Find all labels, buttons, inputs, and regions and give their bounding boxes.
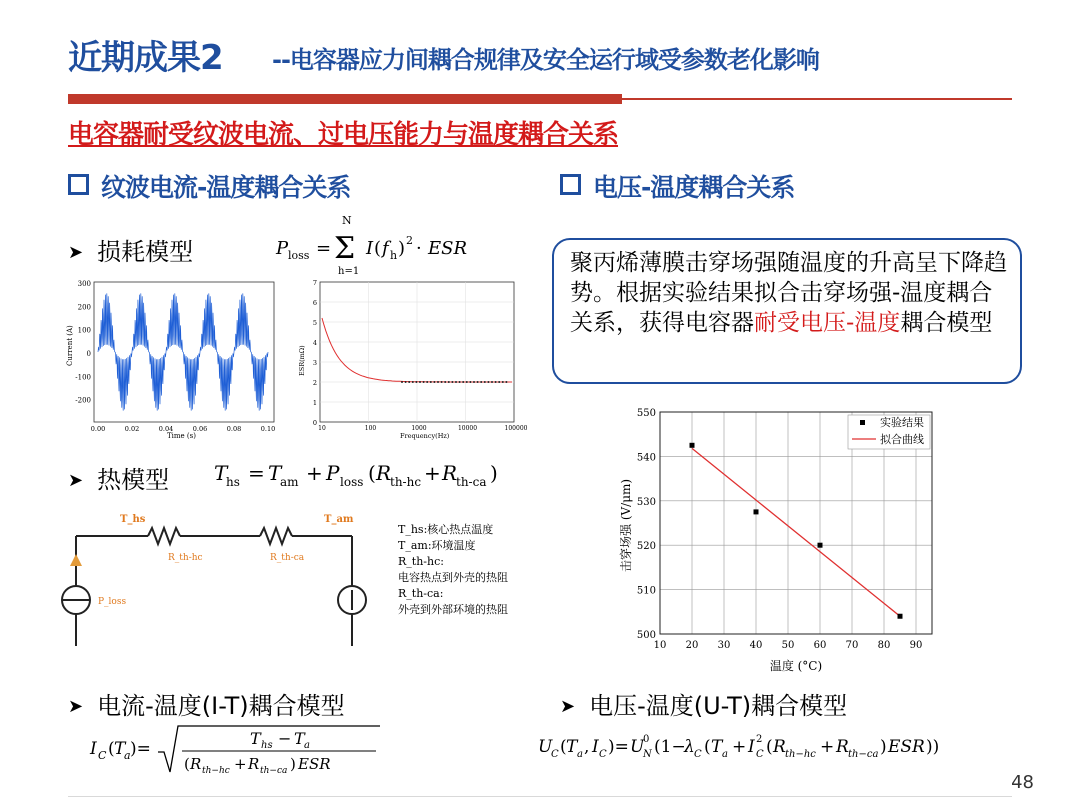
- y-tick-label: 550: [636, 408, 656, 419]
- svg-text:hs: hs: [261, 740, 273, 751]
- svg-text:R_th-ca: R_th-ca: [270, 553, 305, 563]
- esr-data-point: [498, 381, 500, 383]
- y-tick-label: 7: [312, 279, 317, 287]
- svg-text:T_hs: T_hs: [120, 514, 146, 525]
- x-tick-label: 70: [845, 640, 859, 651]
- svg-text:th-hc: th-hc: [390, 475, 422, 489]
- y-tick-label: 520: [636, 541, 656, 553]
- data-point: [754, 509, 759, 514]
- svg-text:+: +: [306, 461, 323, 485]
- esr-data-point: [430, 381, 432, 383]
- svg-text:+: +: [732, 737, 747, 757]
- right-section-title: 电压-温度耦合关系: [560, 168, 794, 204]
- data-point: [898, 614, 903, 619]
- x-tick-label: 0.08: [226, 425, 242, 433]
- svg-text:U: U: [630, 737, 645, 757]
- svg-text:(1−: (1−: [654, 737, 686, 757]
- legend-line: 电容热点到外壳的热阻: [398, 571, 508, 584]
- callout-text: 聚丙烯薄膜击穿场强随温度的升高呈下降趋势。根据实验结果拟合击穿场强-温度耦合关系，获得电容器: [570, 250, 1007, 336]
- esr-data-point: [491, 381, 493, 383]
- svg-text:C: C: [599, 749, 607, 760]
- svg-text:U: U: [538, 737, 553, 757]
- esr-data-point: [466, 381, 468, 383]
- esr-data-point: [426, 381, 428, 383]
- arrow-bullet-icon: ➤: [68, 696, 84, 717]
- formula-it: [86, 722, 386, 780]
- svg-text:0: 0: [643, 734, 650, 745]
- legend-label: 拟合曲线: [880, 433, 924, 446]
- breakdown-callout: [552, 238, 1022, 384]
- esr-data-point: [484, 381, 486, 383]
- esr-data-point: [448, 381, 450, 383]
- svg-text:P_loss: P_loss: [98, 597, 127, 607]
- esr-data-point: [441, 381, 443, 383]
- svg-text:=: =: [316, 238, 332, 259]
- left-section-title: 纹波电流-温度耦合关系: [68, 168, 350, 204]
- svg-text:th−hc: th−hc: [202, 766, 230, 776]
- formula-thermal: [210, 452, 530, 496]
- svg-text:T: T: [250, 729, 261, 748]
- page-number: 48: [1011, 772, 1034, 793]
- data-point: [690, 443, 695, 448]
- title-underline-thin: [620, 98, 1012, 100]
- x-tick-label: 100: [364, 425, 377, 432]
- svg-text:(: (: [560, 737, 567, 757]
- esr-data-point: [477, 381, 479, 383]
- x-tick-label: 10: [318, 425, 326, 432]
- svg-text:th−hc: th−hc: [785, 749, 816, 760]
- esr-data-point: [444, 381, 446, 383]
- svg-text:(: (: [704, 737, 711, 757]
- svg-text:C: C: [694, 749, 702, 760]
- svg-text:T: T: [294, 729, 305, 748]
- esr-data-point: [487, 381, 489, 383]
- esr-data-point: [502, 381, 504, 383]
- legend-line: T_am:环境温度: [398, 539, 476, 552]
- svg-text:a: a: [124, 749, 131, 762]
- x-tick-label: 10000: [457, 425, 478, 432]
- esr-data-point: [423, 381, 425, 383]
- esr-data-point: [505, 381, 507, 383]
- legend-label: 实验结果: [880, 416, 924, 429]
- esr-data-point: [405, 381, 407, 383]
- esr-data-point: [412, 381, 414, 383]
- y-tick-label: 6: [312, 299, 317, 307]
- svg-text:2: 2: [406, 234, 413, 247]
- svg-text:): ): [880, 737, 887, 757]
- x-tick-label: 100000: [504, 425, 528, 432]
- esr-data-point: [433, 381, 435, 383]
- svg-text:λ: λ: [684, 737, 695, 757]
- thermal-circuit-diagram: [52, 506, 392, 656]
- current-waveform: [98, 293, 268, 410]
- svg-text:(: (: [766, 737, 773, 757]
- svg-text:N: N: [643, 749, 652, 760]
- y-tick-label: 0: [86, 350, 91, 358]
- x-tick-label: 40: [749, 640, 763, 651]
- svg-text:,: ,: [584, 737, 590, 757]
- bullet-thermal-model: ➤ 热模型: [68, 466, 170, 494]
- svg-text:ESR(mΩ): ESR(mΩ): [298, 345, 306, 376]
- esr-data-point: [437, 381, 439, 383]
- bullet-loss-model: ➤ 损耗模型: [68, 238, 194, 266]
- y-tick-label: 200: [77, 303, 91, 312]
- esr-data-point: [455, 381, 457, 383]
- y-tick-label: 540: [636, 452, 656, 464]
- svg-text:I: I: [592, 737, 599, 757]
- y-tick-label: -200: [75, 396, 91, 405]
- x-tick-label: 80: [877, 640, 891, 651]
- svg-text:P: P: [276, 238, 289, 259]
- x-tick-label: 1000: [411, 425, 427, 432]
- page-subtitle: --电容器应力间耦合规律及安全运行域受参数老化影响: [272, 46, 819, 74]
- svg-text:C: C: [551, 749, 559, 760]
- svg-text:P: P: [326, 461, 340, 485]
- svg-text:−: −: [278, 729, 292, 748]
- svg-text:h=1: h=1: [338, 266, 360, 277]
- fit-line: [692, 448, 900, 616]
- x-tick-label: 30: [717, 640, 731, 651]
- x-tick-label: 20: [685, 640, 699, 651]
- arrow-bullet-icon: ➤: [68, 470, 84, 491]
- svg-text:R: R: [836, 737, 849, 757]
- y-tick-label: 510: [636, 585, 656, 597]
- svg-text:2: 2: [756, 734, 763, 745]
- checkbox-square-icon: [560, 174, 581, 195]
- svg-text:th−ca: th−ca: [848, 749, 879, 760]
- esr-data-point: [419, 381, 421, 383]
- svg-text:ESR: ESR: [888, 737, 925, 757]
- y-tick-label: -100: [75, 373, 91, 382]
- esr-data-point: [408, 381, 410, 383]
- svg-text:+: +: [424, 461, 441, 485]
- current-waveform-chart: [62, 276, 282, 444]
- svg-text:T: T: [566, 737, 578, 757]
- esr-data-point: [473, 381, 475, 383]
- footer-divider: [68, 796, 1012, 797]
- esr-data-point: [451, 381, 453, 383]
- x-tick-label: 0.10: [260, 425, 276, 433]
- x-tick-label: 0.04: [158, 425, 174, 433]
- y-tick-label: 2: [312, 379, 317, 387]
- svg-text:Current (A): Current (A): [66, 325, 74, 366]
- page-title: 近期成果2: [68, 38, 223, 78]
- svg-text:·: ·: [416, 238, 422, 259]
- section-heading: 电容器耐受纹波电流、过电压能力与温度耦合关系: [68, 120, 619, 150]
- checkbox-square-icon: [68, 174, 89, 195]
- esr-data-point: [462, 381, 464, 383]
- svg-text:(: (: [368, 461, 376, 485]
- svg-text:R: R: [248, 755, 260, 773]
- svg-text:th-ca: th-ca: [456, 475, 487, 489]
- svg-text:h: h: [390, 249, 398, 262]
- svg-text:I: I: [90, 739, 97, 759]
- x-tick-label: 0.06: [192, 425, 208, 433]
- svg-text:a: a: [304, 740, 310, 751]
- formula-ut: [536, 726, 1066, 766]
- bullet-it-model: ➤ 电流-温度(I-T)耦合模型: [68, 692, 345, 720]
- svg-text:+: +: [234, 755, 247, 773]
- x-tick-label: 60: [813, 640, 827, 651]
- esr-data-point: [480, 381, 482, 383]
- svg-text:C: C: [98, 749, 107, 762]
- formula-loss: [270, 212, 510, 278]
- x-tick-label: 0.00: [90, 425, 106, 433]
- svg-text:am: am: [280, 475, 299, 489]
- svg-text:th−ca: th−ca: [260, 766, 288, 776]
- esr-data-point: [469, 381, 471, 383]
- svg-text:+: +: [820, 737, 835, 757]
- svg-text:loss: loss: [340, 475, 364, 489]
- svg-text:)): )): [926, 737, 940, 757]
- esr-data-point: [415, 381, 417, 383]
- svg-text:(: (: [108, 739, 115, 759]
- y-tick-label: 1: [312, 399, 317, 407]
- circuit-legend: [398, 522, 548, 618]
- y-tick-label: 500: [636, 630, 656, 641]
- svg-text:a: a: [577, 749, 583, 760]
- arrow-bullet-icon: ➤: [560, 696, 576, 717]
- svg-text:R: R: [442, 461, 458, 485]
- esr-data-point: [401, 381, 403, 383]
- bullet-ut-model: ➤ 电压-温度(U-T)耦合模型: [560, 692, 848, 720]
- y-tick-label: 300: [77, 280, 91, 288]
- svg-text:I: I: [366, 238, 374, 259]
- svg-text:loss: loss: [288, 249, 310, 262]
- svg-text:C: C: [756, 749, 764, 760]
- svg-text:hs: hs: [226, 475, 240, 489]
- svg-text:)=: )=: [130, 739, 151, 759]
- y-tick-label: 5: [312, 319, 317, 327]
- svg-text:): ): [290, 755, 296, 773]
- svg-text:): ): [490, 461, 498, 485]
- svg-text:Time (s): Time (s): [167, 432, 196, 440]
- x-tick-label: 10: [653, 640, 667, 651]
- svg-text:R: R: [376, 461, 392, 485]
- callout-highlight: 耐受电压-温度: [754, 310, 901, 336]
- svg-text:Frequency(Hz): Frequency(Hz): [400, 432, 450, 440]
- legend-line: T_hs:核心热点温度: [398, 523, 494, 536]
- legend-line: R_th-ca:: [398, 587, 444, 600]
- svg-text:Σ: Σ: [334, 231, 356, 266]
- esr-frequency-chart: [292, 276, 528, 444]
- data-point: [818, 543, 823, 548]
- arrow-bullet-icon: ➤: [68, 242, 84, 263]
- x-tick-label: 90: [909, 640, 923, 651]
- svg-text:f: f: [382, 238, 389, 259]
- y-tick-label: 3: [312, 359, 317, 367]
- svg-text:(: (: [184, 755, 190, 773]
- y-tick-label: 100: [77, 326, 91, 335]
- svg-text:T_am: T_am: [324, 514, 354, 525]
- y-tick-label: 4: [312, 339, 317, 347]
- esr-data-point: [459, 381, 461, 383]
- x-tick-label: 0.02: [124, 425, 140, 433]
- x-tick-label: 50: [781, 640, 795, 651]
- svg-text:R: R: [190, 755, 202, 773]
- svg-text:a: a: [722, 749, 728, 760]
- title-underline-bar: [68, 94, 622, 104]
- x-axis-label: 温度 (°C): [769, 659, 823, 673]
- svg-text:T: T: [268, 461, 282, 485]
- svg-text:ESR: ESR: [428, 238, 468, 259]
- svg-text:T: T: [214, 461, 228, 485]
- svg-text:ESR: ESR: [298, 755, 331, 773]
- legend-marker: [860, 420, 865, 425]
- svg-text:N: N: [342, 214, 352, 227]
- breakdown-temperature-chart: [612, 402, 942, 680]
- y-axis-label: 击穿场强 (V/μm): [619, 478, 633, 572]
- svg-text:R: R: [773, 737, 786, 757]
- svg-text:T: T: [114, 739, 126, 759]
- callout-text-end: 耦合模型: [900, 310, 993, 336]
- legend-line: 外壳到外部环境的热阻: [398, 603, 508, 616]
- svg-text:): ): [398, 238, 406, 259]
- y-tick-label: 530: [636, 496, 656, 508]
- svg-text:I: I: [748, 737, 755, 757]
- svg-text:=: =: [248, 461, 265, 485]
- svg-text:(: (: [374, 238, 382, 259]
- legend-line: R_th-hc:: [398, 555, 444, 568]
- y-tick-label: 0: [312, 419, 317, 427]
- svg-text:R_th-hc: R_th-hc: [168, 553, 203, 563]
- svg-text:)=: )=: [608, 737, 629, 757]
- svg-text:T: T: [711, 737, 723, 757]
- esr-data-point: [495, 381, 497, 383]
